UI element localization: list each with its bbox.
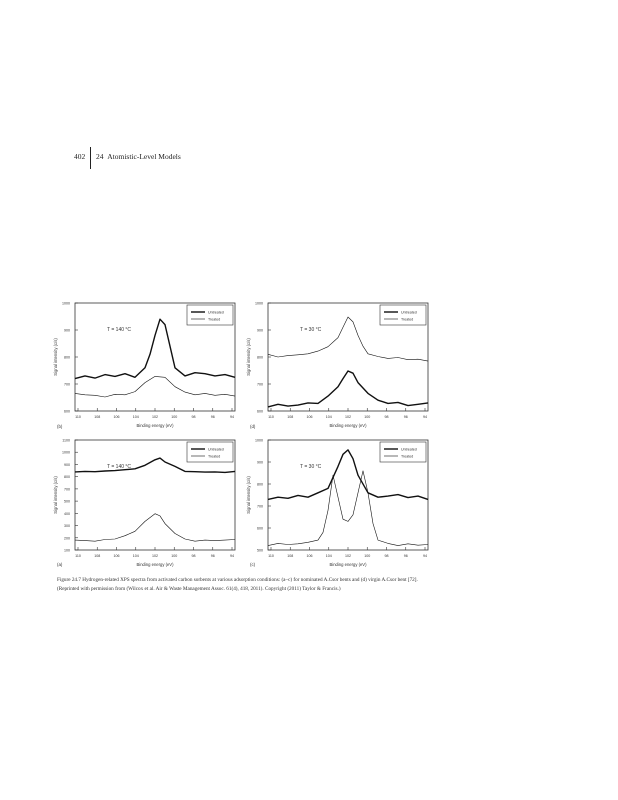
legend-label: Untreated (208, 447, 224, 452)
y-tick-label: 100 (64, 548, 70, 553)
figure-caption: Figure 24.7 Hydrogen-related XPS spectra from activated carbon sorbents at various adsorption conditions: (a–c) for nominated A.Csor bents and (d) virgin A.Csor bent [72]. (Reprinted with permission from (Wilcox et al. Air & Waste Management Assoc. 61(4), 418, 2011). Copyright (2011) Taylor & Francis.) (57, 577, 418, 592)
y-tick-label: 600 (257, 409, 263, 414)
y-tick-label: 1100 (62, 438, 70, 443)
y-tick-label: 1000 (62, 450, 70, 455)
x-tick-label: 100 (171, 554, 178, 558)
x-tick-label: 106 (306, 554, 313, 558)
x-axis-label: Binding energy (eV) (329, 562, 367, 567)
legend-box (380, 442, 426, 462)
chart-panel (53, 302, 235, 430)
y-tick-label: 700 (257, 504, 263, 509)
x-tick-label: 94 (423, 554, 427, 558)
x-tick-label: 94 (230, 554, 234, 558)
y-tick-label: 900 (257, 328, 263, 333)
x-tick-label: 110 (75, 415, 81, 419)
y-tick-label: 1000 (255, 301, 263, 306)
y-tick-label: 500 (257, 548, 263, 553)
x-tick-label: 94 (230, 415, 234, 419)
temperature-annotation: T = 140 °C (107, 464, 132, 470)
x-tick-label: 96 (210, 554, 215, 558)
y-tick-label: 300 (64, 524, 70, 529)
x-axis-label: Binding energy (eV) (136, 423, 174, 428)
legend-label: Treated (208, 454, 221, 459)
temperature-annotation: T = 140 °C (107, 327, 132, 333)
y-tick-label: 900 (64, 462, 70, 467)
panel-label: (a) (57, 562, 63, 567)
x-tick-label: 104 (325, 415, 332, 419)
y-axis-label: Signal intensity (c/s) (53, 338, 58, 376)
x-tick-label: 96 (403, 415, 408, 419)
x-tick-label: 94 (423, 415, 427, 419)
legend-box (187, 305, 233, 325)
x-tick-label: 98 (191, 554, 196, 558)
x-tick-label: 106 (113, 554, 120, 558)
x-tick-label: 96 (210, 415, 215, 419)
x-tick-label: 104 (325, 554, 332, 558)
temperature-annotation: T = 30 °C (300, 464, 322, 470)
panel-label: (d) (250, 424, 256, 429)
x-tick-label: 98 (384, 415, 389, 419)
x-tick-label: 98 (191, 415, 196, 419)
series-line-untreated (75, 319, 235, 378)
chart-panel (246, 439, 428, 568)
x-tick-label: 102 (345, 415, 351, 419)
legend (187, 305, 233, 325)
legend (187, 442, 233, 462)
y-tick-label: 900 (257, 460, 263, 465)
x-tick-label: 110 (75, 554, 81, 558)
y-tick-label: 200 (64, 536, 70, 541)
y-tick-label: 900 (64, 328, 70, 333)
y-tick-label: 800 (64, 475, 70, 480)
x-tick-label: 106 (306, 415, 313, 419)
x-tick-label: 100 (364, 415, 371, 419)
panel-label: (c) (250, 562, 256, 567)
x-axis-label: Binding energy (eV) (329, 423, 367, 428)
x-tick-label: 108 (94, 554, 101, 558)
legend (380, 442, 426, 462)
x-axis-label: Binding energy (eV) (136, 562, 174, 567)
legend-label: Treated (401, 317, 414, 322)
legend-box (187, 442, 233, 462)
y-tick-label: 400 (64, 511, 70, 516)
y-tick-label: 700 (64, 382, 70, 387)
legend-label: Untreated (401, 310, 417, 315)
y-axis-label: Signal intensity (c/s) (246, 476, 251, 514)
y-tick-label: 800 (257, 355, 263, 360)
y-tick-label: 1000 (62, 301, 70, 306)
legend (380, 305, 426, 325)
page-number: 402 (74, 152, 86, 161)
panel-label: (b) (57, 424, 63, 429)
chapter-number: 24 (96, 152, 104, 161)
x-tick-label: 100 (364, 554, 371, 558)
y-tick-label: 700 (64, 487, 70, 492)
x-tick-label: 96 (403, 554, 408, 558)
x-tick-label: 102 (152, 554, 158, 558)
legend-label: Untreated (401, 447, 417, 452)
legend-label: Untreated (208, 310, 224, 315)
legend-box (380, 305, 426, 325)
temperature-annotation: T = 30 °C (300, 327, 322, 333)
series-line-treated (75, 514, 235, 542)
chart-panel (53, 439, 235, 568)
y-tick-label: 600 (257, 526, 263, 531)
x-tick-label: 110 (268, 415, 274, 419)
y-axis-label: Signal intensity (c/s) (246, 338, 251, 376)
x-tick-label: 102 (152, 415, 158, 419)
x-tick-label: 104 (132, 415, 139, 419)
x-tick-label: 104 (132, 554, 139, 558)
x-tick-label: 110 (268, 554, 274, 558)
y-tick-label: 700 (257, 382, 263, 387)
chapter-title: Atomistic-Level Models (107, 152, 181, 161)
y-tick-label: 800 (257, 482, 263, 487)
x-tick-label: 98 (384, 554, 389, 558)
x-tick-label: 108 (287, 415, 294, 419)
x-tick-label: 100 (171, 415, 178, 419)
y-tick-label: 600 (64, 409, 70, 414)
chart-panel (246, 302, 428, 430)
series-line-treated (75, 376, 235, 397)
legend-label: Treated (401, 454, 414, 459)
y-axis-label: Signal intensity (c/s) (53, 476, 58, 514)
x-tick-label: 106 (113, 415, 120, 419)
x-tick-label: 102 (345, 554, 351, 558)
x-tick-label: 108 (287, 554, 294, 558)
series-line-treated (268, 471, 428, 546)
legend-label: Treated (208, 317, 221, 322)
series-line-untreated (268, 371, 428, 407)
x-tick-label: 108 (94, 415, 101, 419)
y-tick-label: 1000 (255, 438, 263, 443)
y-tick-label: 500 (64, 499, 70, 504)
y-tick-label: 800 (64, 355, 70, 360)
